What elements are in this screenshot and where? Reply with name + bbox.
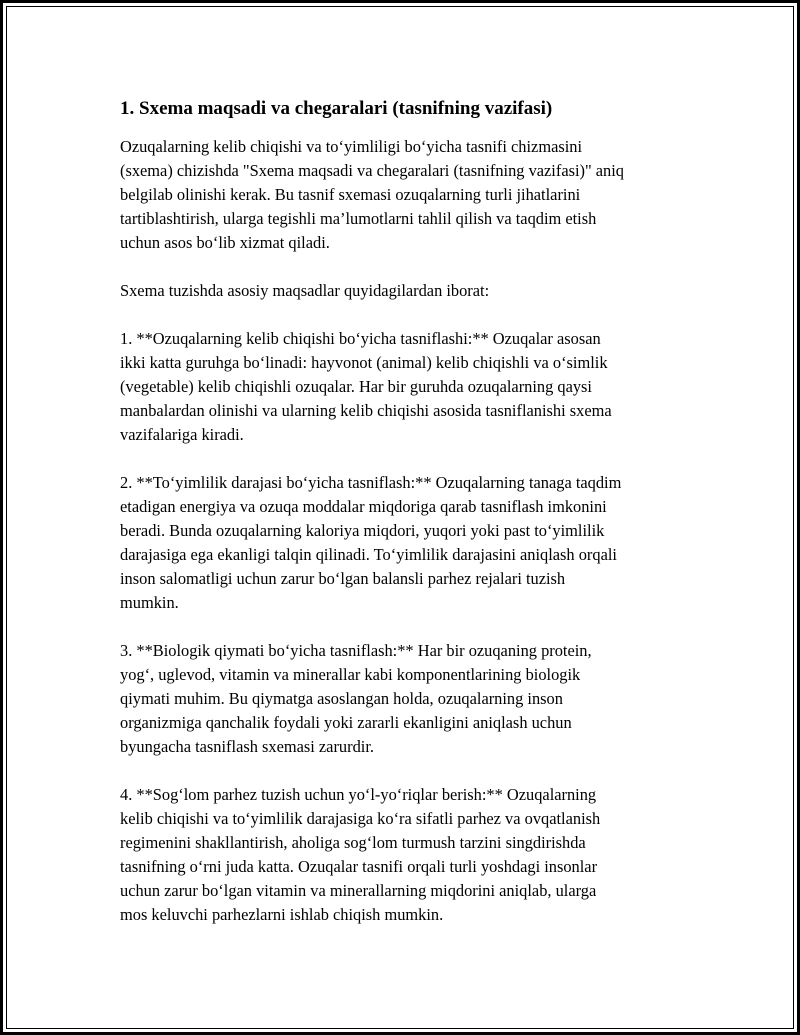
section-heading: 1. Sxema maqsadi va chegaralari (tasnifning vazifasi) (120, 98, 553, 119)
list-item-nutrition: 2. **To‘yimlilik darajasi bo‘yicha tasniflash:** Ozuqalarning tanaga taqdim etadigan energiya va ozuqa moddalar miqdoriga qarab tasniflash imkonini beradi. Bunda ozuqalarning kaloriya miqdori, yuqori yoki past to‘yimlilik darajasiga ega ekanligi talqin qilinadi. To‘yimlilik darajasini aniqlash orqali inson salomatligi uchun zarur bo‘lgan balansli parhez rejalari tuzish mumkin. (120, 473, 622, 612)
list-item-origin: 1. **Ozuqalarning kelib chiqishi bo‘yicha tasniflashi:** Ozuqalar asosan ikki katta guruhga bo‘linadi: hayvonot (animal) kelib chiqishli va o‘simlik (vegetable) kelib chiqishli ozuqalar. Har bir guruhda ozuqalarning qaysi manbalardan olinishi va ularning kelib chiqishi asosida tasniflanishi sxema vazifalariga kiradi. (120, 329, 612, 444)
document-body (120, 95, 688, 927)
paragraph-goals-lead: Sxema tuzishda asosiy maqsadlar quyidagilardan iborat: (120, 281, 490, 300)
list-item-biological-value: 3. **Biologik qiymati bo‘yicha tasniflash:** Har bir ozuqaning protein, yog‘, uglevod, vitamin va minerallar kabi komponentlarining biologik qiymati muhim. Bu qiymatga asoslangan holda, ozuqalarning inson organizmiga qanchalik foydali yoki zararli ekanligini aniqlash uchun byungacha tasniflash sxemasi zarurdir. (120, 641, 592, 756)
paragraph-intro: Ozuqalarning kelib chiqishi va to‘yimliligi bo‘yicha tasnifi chizmasini (sxema) chizishda "Sxema maqsadi va chegaralari (tasnifning vazifasi)" aniq belgilab olinishi kerak. Bu tasnif sxemasi ozuqalarning turli jihatlarini tartiblashtirish, ularga tegishli ma’lumotlarni tahlil qilish va taqdim etish uchun asos bo‘lib xizmat qiladi. (120, 137, 624, 252)
list-item-healthy-diet: 4. **Sog‘lom parhez tuzish uchun yo‘l-yo‘riqlar berish:** Ozuqalarning kelib chiqishi va to‘yimlilik darajasiga ko‘ra sifatli parhez va ovqatlanish regimenini shakllantirish, aholiga sog‘lom turmush tarzini singdirishda tasnifning o‘rni juda katta. Ozuqalar tasnifi orqali turli yoshdagi insonlar uchun zarur bo‘lgan vitamin va minerallarning miqdorini aniqlab, ularga mos keluvchi parhezlarni ishlab chiqish mumkin. (120, 785, 601, 924)
